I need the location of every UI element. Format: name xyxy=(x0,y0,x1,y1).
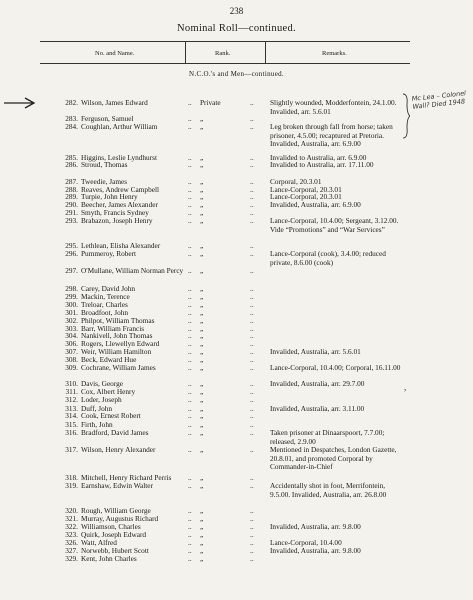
entry-name: Philpot, William Thomas xyxy=(81,316,155,325)
entry-rank: „ xyxy=(200,266,204,275)
leader-dots: .. xyxy=(188,404,192,413)
entry-number: 302. xyxy=(65,316,78,325)
leader-dots: .. xyxy=(250,546,254,555)
leader-dots: .. xyxy=(250,404,254,413)
entry-remarks: Lance-Corporal (cook), 3.4.00; reduced private, 8.6.00 (cook) xyxy=(270,249,386,267)
entry-name: Nankivell, John Thomas xyxy=(81,331,153,340)
entry-number: 326. xyxy=(65,538,78,547)
entry-name: Broadfoot, John xyxy=(81,308,129,317)
entry-number: 282. xyxy=(65,98,78,107)
leader-dots: .. xyxy=(188,411,192,420)
entry-name: Turpie, John Henry xyxy=(81,192,138,201)
leader-dots: .. xyxy=(188,428,192,437)
leader-dots: .. xyxy=(250,538,254,547)
list-item xyxy=(0,161,473,170)
leader-dots: .. xyxy=(250,114,254,123)
leader-dots: .. xyxy=(250,324,254,333)
entry-number: 319. xyxy=(65,481,78,490)
entry-number: 283. xyxy=(65,114,78,123)
entry-number: 290. xyxy=(65,200,78,209)
entry-rank: „ xyxy=(200,347,204,356)
entry-rank: „ xyxy=(200,153,204,162)
leader-dots: .. xyxy=(250,481,254,490)
entry-name: Bradford, David James xyxy=(81,428,149,437)
entry-rank: „ xyxy=(200,420,204,429)
leader-dots: .. xyxy=(188,339,192,348)
entry-number: 312. xyxy=(65,395,78,404)
entry-number: 296. xyxy=(65,249,78,258)
leader-dots: .. xyxy=(250,445,254,454)
entry-rank: „ xyxy=(200,363,204,372)
entry-name: Lethlean, Elisha Alexander xyxy=(81,241,161,250)
page-title: Nominal Roll—continued. xyxy=(177,23,296,34)
leader-dots: .. xyxy=(250,506,254,515)
entry-name: Rogers, Llewellyn Edward xyxy=(81,339,160,348)
leader-dots: .. xyxy=(188,284,192,293)
leader-dots: .. xyxy=(250,266,254,275)
leader-dots: .. xyxy=(188,355,192,364)
entry-rank: „ xyxy=(200,395,204,404)
entry-name: Davis, George xyxy=(81,379,124,388)
entry-rank: „ xyxy=(200,473,204,482)
entry-rank: „ xyxy=(200,185,204,194)
leader-dots: .. xyxy=(250,395,254,404)
leader-dots: .. xyxy=(188,420,192,429)
entry-number: 299. xyxy=(65,292,78,301)
entry-name: Carey, David John xyxy=(81,284,136,293)
entry-name: Tweedie, James xyxy=(81,177,128,186)
leader-dots: .. xyxy=(250,122,254,131)
entry-name: Mackin, Terence xyxy=(81,292,130,301)
entry-rank: „ xyxy=(200,284,204,293)
entry-name: Cook, Ernest Robert xyxy=(81,411,141,420)
entry-rank: „ xyxy=(200,355,204,364)
leader-dots: .. xyxy=(188,114,192,123)
header-no-name: No. and Name. xyxy=(95,50,135,57)
entry-number: 289. xyxy=(65,192,78,201)
list-item xyxy=(0,428,473,446)
leader-dots: .. xyxy=(250,522,254,531)
entry-remarks: Invalided, Australia, arr. 9.8.00 xyxy=(270,546,361,555)
entry-number: 301. xyxy=(65,308,78,317)
leader-dots: .. xyxy=(188,308,192,317)
leader-dots: .. xyxy=(188,387,192,396)
leader-dots: .. xyxy=(188,530,192,539)
leader-dots: .. xyxy=(250,331,254,340)
leader-dots: .. xyxy=(250,387,254,396)
leader-dots: .. xyxy=(188,192,192,201)
leader-dots: .. xyxy=(188,185,192,194)
entry-rank: „ xyxy=(200,208,204,217)
leader-dots: .. xyxy=(188,395,192,404)
entry-name: Kent, John Charles xyxy=(81,554,137,563)
section-heading: N.C.O.'s and Men—continued. xyxy=(189,70,284,78)
entry-number: 286. xyxy=(65,160,78,169)
leader-dots: .. xyxy=(250,411,254,420)
entry-remarks: Lance-Corporal, 20.3.01 xyxy=(270,185,342,194)
entry-name: Pummeroy, Robert xyxy=(81,249,137,258)
list-item xyxy=(0,216,473,234)
leader-dots: .. xyxy=(250,177,254,186)
entry-number: 308. xyxy=(65,355,78,364)
leader-dots: .. xyxy=(250,284,254,293)
entry-name: Cox, Albert Henry xyxy=(81,387,136,396)
entry-name: Quirk, Joseph Edward xyxy=(81,530,147,539)
leader-dots: .. xyxy=(188,331,192,340)
entry-name: Stroud, Thomas xyxy=(81,160,128,169)
entry-name: Loder, Joseph xyxy=(81,395,122,404)
entry-number: 316. xyxy=(65,428,78,437)
entry-name: Earnshaw, Edwin Walter xyxy=(81,481,153,490)
entry-remarks: Lance-Corporal, 10.4.00 xyxy=(270,538,342,547)
list-item xyxy=(0,481,473,499)
entry-name: Smyth, Francis Sydney xyxy=(81,208,149,217)
leader-dots: .. xyxy=(250,160,254,169)
entry-name: Weir, William Hamilton xyxy=(81,347,152,356)
leader-dots: .. xyxy=(188,241,192,250)
leader-dots: .. xyxy=(188,363,192,372)
entry-name: Treloar, Charles xyxy=(81,300,128,309)
entry-rank: „ xyxy=(200,506,204,515)
entry-name: Barr, William Francis xyxy=(81,324,145,333)
leader-dots: .. xyxy=(250,208,254,217)
entry-number: 314. xyxy=(65,411,78,420)
entry-name: Duff, John xyxy=(81,404,113,413)
entry-rank: „ xyxy=(200,200,204,209)
entry-rank: „ xyxy=(200,331,204,340)
entry-rank: „ xyxy=(200,177,204,186)
header-bottom-rule xyxy=(40,63,410,64)
entry-remarks: Invalided, Australia, arr. 9.8.00 xyxy=(270,522,361,531)
entry-number: 321. xyxy=(65,514,78,523)
entry-number: 287. xyxy=(65,177,78,186)
entry-remarks: Corporal, 20.3.01 xyxy=(270,177,322,186)
leader-dots: .. xyxy=(250,185,254,194)
entry-remarks: Lance-Corporal, 10.4.00; Sergeant, 3.12.00. Vide “Promotions” and “War Services” xyxy=(270,216,399,234)
leader-dots: .. xyxy=(188,347,192,356)
entry-rank: „ xyxy=(200,546,204,555)
entry-rank: „ xyxy=(200,554,204,563)
entry-rank: „ xyxy=(200,160,204,169)
leader-dots: .. xyxy=(250,216,254,225)
entry-remarks: Taken prisoner at Dinaarspoort, 7.7.00; released, 2.9.00 xyxy=(270,428,385,446)
list-item xyxy=(0,364,473,373)
entry-rank: „ xyxy=(200,300,204,309)
leader-dots: .. xyxy=(188,522,192,531)
entry-number: 315. xyxy=(65,420,78,429)
entry-remarks: Invalided to Australia, arr. 6.9.00 xyxy=(270,153,367,162)
entry-remarks: Invalided, Australia, arr. 3.11.00 xyxy=(270,404,365,413)
leader-dots: .. xyxy=(250,300,254,309)
entry-rank: „ xyxy=(200,308,204,317)
entry-number: 295. xyxy=(65,241,78,250)
entry-number: 293. xyxy=(65,216,78,225)
leader-dots: .. xyxy=(250,308,254,317)
handwritten-annotation: Mc Lea – Colonel Wall? Died 1948 xyxy=(411,89,467,111)
entry-name: Higgins, Leslie Lyndhurst xyxy=(81,153,158,162)
header-remarks: Remarks. xyxy=(322,50,347,57)
leader-dots: .. xyxy=(250,420,254,429)
leader-dots: .. xyxy=(250,554,254,563)
leader-dots: .. xyxy=(188,216,192,225)
entry-name: Murray, Augustus Richard xyxy=(81,514,159,523)
leader-dots: .. xyxy=(250,379,254,388)
header-rank: Rank. xyxy=(215,50,231,57)
entry-rank: „ xyxy=(200,538,204,547)
leader-dots: .. xyxy=(188,481,192,490)
entry-rank: „ xyxy=(200,404,204,413)
entry-number: 300. xyxy=(65,300,78,309)
entry-number: 311. xyxy=(65,387,78,396)
entry-rank: „ xyxy=(200,249,204,258)
leader-dots: .. xyxy=(188,98,192,107)
entry-rank: „ xyxy=(200,387,204,396)
entry-remarks: Invalided, Australia, arr. 6.9.00 xyxy=(270,200,361,209)
leader-dots: .. xyxy=(188,177,192,186)
list-item xyxy=(0,555,473,564)
entry-remarks: Lance-Corporal, 10.4.00; Corporal, 16.11.00 xyxy=(270,363,401,372)
leader-dots: .. xyxy=(188,160,192,169)
header-top-rule xyxy=(40,41,410,42)
leader-dots: .. xyxy=(250,200,254,209)
leader-dots: .. xyxy=(188,300,192,309)
entry-number: 284. xyxy=(65,122,78,131)
entry-number: 298. xyxy=(65,284,78,293)
entry-name: Wilson, Henry Alexander xyxy=(81,445,156,454)
leader-dots: .. xyxy=(188,316,192,325)
leader-dots: .. xyxy=(188,266,192,275)
leader-dots: .. xyxy=(250,347,254,356)
leader-dots: .. xyxy=(250,363,254,372)
leader-dots: .. xyxy=(250,428,254,437)
leader-dots: .. xyxy=(188,208,192,217)
entry-remarks: Mentioned in Despatches, London Gazette, 20.8.01, and promoted Corporal by Commander-in-Chief xyxy=(270,445,397,471)
entry-rank: „ xyxy=(200,522,204,531)
list-item xyxy=(0,445,473,471)
leader-dots: .. xyxy=(188,473,192,482)
leader-dots: .. xyxy=(188,292,192,301)
entry-remarks: Leg broken through fall from horse; taken prisoner, 4.5.00; recaptured at Pretoria. Invalided, Australia, arr. 6.9.00 xyxy=(270,122,393,148)
entry-number: 313. xyxy=(65,404,78,413)
entry-name: Mitchell, Henry Richard Perris xyxy=(81,473,172,482)
pencil-mark: , xyxy=(404,382,407,392)
entry-name: Williamson, Charles xyxy=(81,522,141,531)
entry-number: 291. xyxy=(65,208,78,217)
entry-rank: „ xyxy=(200,379,204,388)
leader-dots: .. xyxy=(188,200,192,209)
entry-number: 309. xyxy=(65,363,78,372)
entry-number: 310. xyxy=(65,379,78,388)
entry-number: 323. xyxy=(65,530,78,539)
list-item xyxy=(0,267,473,276)
entry-remarks: Lance-Corporal, 20.3.01 xyxy=(270,192,342,201)
leader-dots: .. xyxy=(250,192,254,201)
entry-name: Watt, Alfred xyxy=(81,538,117,547)
entry-remarks: Accidentally shot in foot, Merrifontein, 9.5.00. Invalided, Australia, arr. 26.8.00 xyxy=(270,481,387,499)
entry-remarks: Slightly wounded, Modderfontein, 24.1.00. Invalided, arr. 5.6.01 xyxy=(270,98,397,116)
entry-rank: „ xyxy=(200,241,204,250)
column-divider xyxy=(185,41,186,63)
entry-number: 288. xyxy=(65,185,78,194)
entry-name: Brabazon, Joseph Henry xyxy=(81,216,153,225)
leader-dots: .. xyxy=(188,379,192,388)
entry-rank: „ xyxy=(200,192,204,201)
entry-rank: „ xyxy=(200,514,204,523)
page-number: 238 xyxy=(229,6,244,16)
entry-number: 329. xyxy=(65,554,78,563)
leader-dots: .. xyxy=(250,316,254,325)
entry-name: Rough, William George xyxy=(81,506,151,515)
entry-number: 317. xyxy=(65,445,78,454)
entry-name: Ferguson, Samuel xyxy=(81,114,134,123)
entry-name: Firth, John xyxy=(81,420,113,429)
entry-rank: „ xyxy=(200,481,204,490)
entry-name: Cochrane, William James xyxy=(81,363,156,372)
entry-remarks: Invalided, Australia, arr. 29.7.00 xyxy=(270,379,365,388)
leader-dots: .. xyxy=(188,538,192,547)
entry-remarks: Invalided to Australia, arr. 17.11.00 xyxy=(270,160,374,169)
entry-number: 307. xyxy=(65,347,78,356)
entry-rank: „ xyxy=(200,324,204,333)
entry-rank: „ xyxy=(200,292,204,301)
leader-dots: .. xyxy=(188,153,192,162)
entry-number: 318. xyxy=(65,473,78,482)
leader-dots: .. xyxy=(250,514,254,523)
entry-name: O'Mullane, William Norman Percy xyxy=(81,266,184,275)
leader-dots: .. xyxy=(250,241,254,250)
entry-number: 322. xyxy=(65,522,78,531)
entry-rank: „ xyxy=(200,216,204,225)
entry-number: 303. xyxy=(65,324,78,333)
entry-name: Reaves, Andrew Campbell xyxy=(81,185,160,194)
entry-name: Beck, Edward Hue xyxy=(81,355,137,364)
entry-rank: „ xyxy=(200,530,204,539)
entry-name: Wilson, James Edward xyxy=(81,98,148,107)
entry-number: 320. xyxy=(65,506,78,515)
leader-dots: .. xyxy=(250,292,254,301)
entry-name: Beecher, James Alexander xyxy=(81,200,158,209)
leader-dots: .. xyxy=(188,506,192,515)
leader-dots: .. xyxy=(250,339,254,348)
entry-rank: „ xyxy=(200,445,204,454)
entry-number: 327. xyxy=(65,546,78,555)
list-item xyxy=(0,122,473,148)
entry-rank: „ xyxy=(200,316,204,325)
leader-dots: .. xyxy=(250,355,254,364)
entry-rank: „ xyxy=(200,411,204,420)
entry-name: Norwebb, Hubert Scott xyxy=(81,546,149,555)
leader-dots: .. xyxy=(188,122,192,131)
entry-number: 297. xyxy=(65,266,78,275)
leader-dots: .. xyxy=(250,473,254,482)
leader-dots: .. xyxy=(188,514,192,523)
column-divider xyxy=(265,41,266,63)
entry-number: 306. xyxy=(65,339,78,348)
leader-dots: .. xyxy=(250,98,254,107)
leader-dots: .. xyxy=(188,546,192,555)
leader-dots: .. xyxy=(188,249,192,258)
entry-name: Coughlan, Arthur William xyxy=(81,122,158,131)
entry-rank: Private xyxy=(200,98,221,107)
entry-remarks: Invalided, Australia, arr. 5.6.01 xyxy=(270,347,361,356)
leader-dots: .. xyxy=(250,530,254,539)
leader-dots: .. xyxy=(250,249,254,258)
entry-rank: „ xyxy=(200,339,204,348)
list-item xyxy=(0,249,473,267)
entry-number: 285. xyxy=(65,153,78,162)
leader-dots: .. xyxy=(250,153,254,162)
entry-rank: „ xyxy=(200,114,204,123)
leader-dots: .. xyxy=(188,445,192,454)
entry-rank: „ xyxy=(200,428,204,437)
entry-rank: „ xyxy=(200,122,204,131)
leader-dots: .. xyxy=(188,554,192,563)
entry-number: 304. xyxy=(65,331,78,340)
leader-dots: .. xyxy=(188,324,192,333)
